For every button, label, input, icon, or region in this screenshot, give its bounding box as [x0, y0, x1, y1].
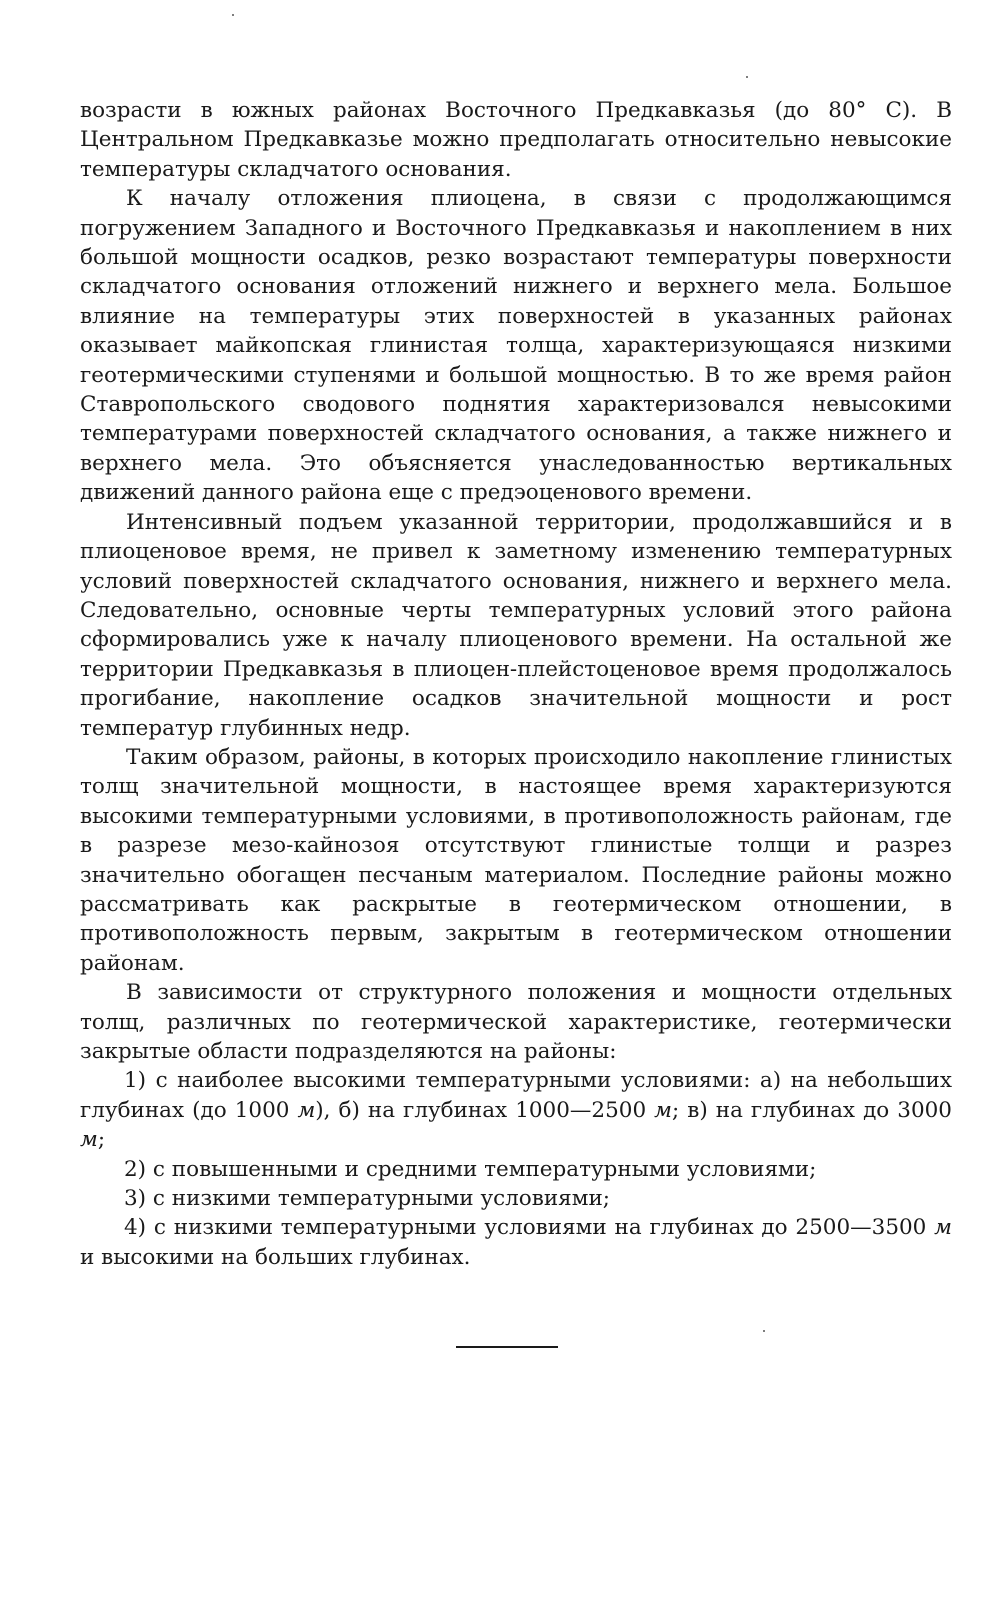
list-text: ; [97, 1127, 106, 1153]
paragraph-3: Интенсивный подъем указанной территории, продолжавшийся и в плиоценовое время, не привел к заметному изменению температурных условий поверхностей складчатого основания, нижнего и верхнего мела. Следовательно, основные черты температурных условий этого района сформировались уже к началу плиоценового времени. На остальной же территории Предкавказья в плиоцен-плейстоценовое время продолжалось прогибание, накопление осадков значительной мощности и рост температур глубинных недр. [80, 509, 952, 741]
page-body [80, 96, 952, 1272]
list-text: ; в) на глубинах до 3000 [671, 1097, 952, 1123]
list-item-1 [80, 1066, 952, 1154]
scan-speck [763, 1330, 765, 1332]
scan-speck [746, 76, 748, 78]
list-marker: 2) [124, 1156, 147, 1182]
list-text: ), б) на глубинах 1000—2500 [315, 1097, 655, 1123]
list-marker: 1) [124, 1068, 147, 1094]
paragraph-2: К началу отложения плиоцена, в связи с продолжающимся погружением Западного и Восточного Предкавказья и накоплением в них большой мощности осадков, резко возрастают температуры поверхности складчатого основания отложений нижнего и верхнего мела. Большое влияние на температуры этих поверхностей в указанных районах оказывает майкопская глинистая толща, характеризующаяся низкими геотермическими ступенями и большой мощностью. В то же время район Ставропольского сводового поднятия характеризовался невысокими температурами поверхностей складчатого основания, а также нижнего и верхнего мела. Это объясняется унаследованностью вертикальных движений данного района еще с предэоценового времени. [80, 186, 952, 506]
section-end-rule [456, 1346, 558, 1348]
list-text: с наиболее высокими температурными условиями: а) на небольших глубинах (до 1000 [80, 1068, 953, 1123]
paragraph-5: В зависимости от структурного положения и мощности отдельных толщ, различных по геотермической характеристике, геотермически закрытые области подразделяются на районы: [80, 980, 952, 1064]
unit-m: м [297, 1097, 316, 1123]
list-item-4 [80, 1213, 952, 1272]
list-marker: 3) [124, 1186, 147, 1212]
list-text: с повышенными и средними температурными условиями; [152, 1156, 817, 1182]
list-text: и высокими на больших глубинах. [80, 1244, 471, 1270]
unit-m: м [80, 1127, 98, 1153]
paragraph-4: Таким образом, районы, в которых происходило накопление глинистых толщ значительной мощности, в настоящее время характеризуются высокими температурными условиями, в противоположность районам, где в разрезе мезо-кайнозоя отсутствуют глинистые толщи и разрез значительно обогащен песчаным материалом. Последние районы можно рассматривать как раскрытые в геотермическом отношении, в противоположность первым, закрытым в геотермическом отношении районам. [80, 744, 952, 976]
unit-m: м [654, 1097, 672, 1123]
list-text: с низкими температурными условиями; [152, 1186, 611, 1212]
unit-m: м [934, 1215, 952, 1241]
list-item-2 [80, 1155, 952, 1184]
scan-speck [232, 14, 234, 16]
list-marker: 4) [124, 1215, 147, 1241]
list-text: с низкими температурными условиями на глубинах до 2500—3500 [153, 1215, 935, 1241]
paragraph-1: возрасти в южных районах Восточного Предкавказья (до 80° С). В Центральном Предкавказье можно предполагать относительно невысокие температуры складчатого основания. [80, 98, 952, 182]
list-item-3 [80, 1184, 952, 1213]
